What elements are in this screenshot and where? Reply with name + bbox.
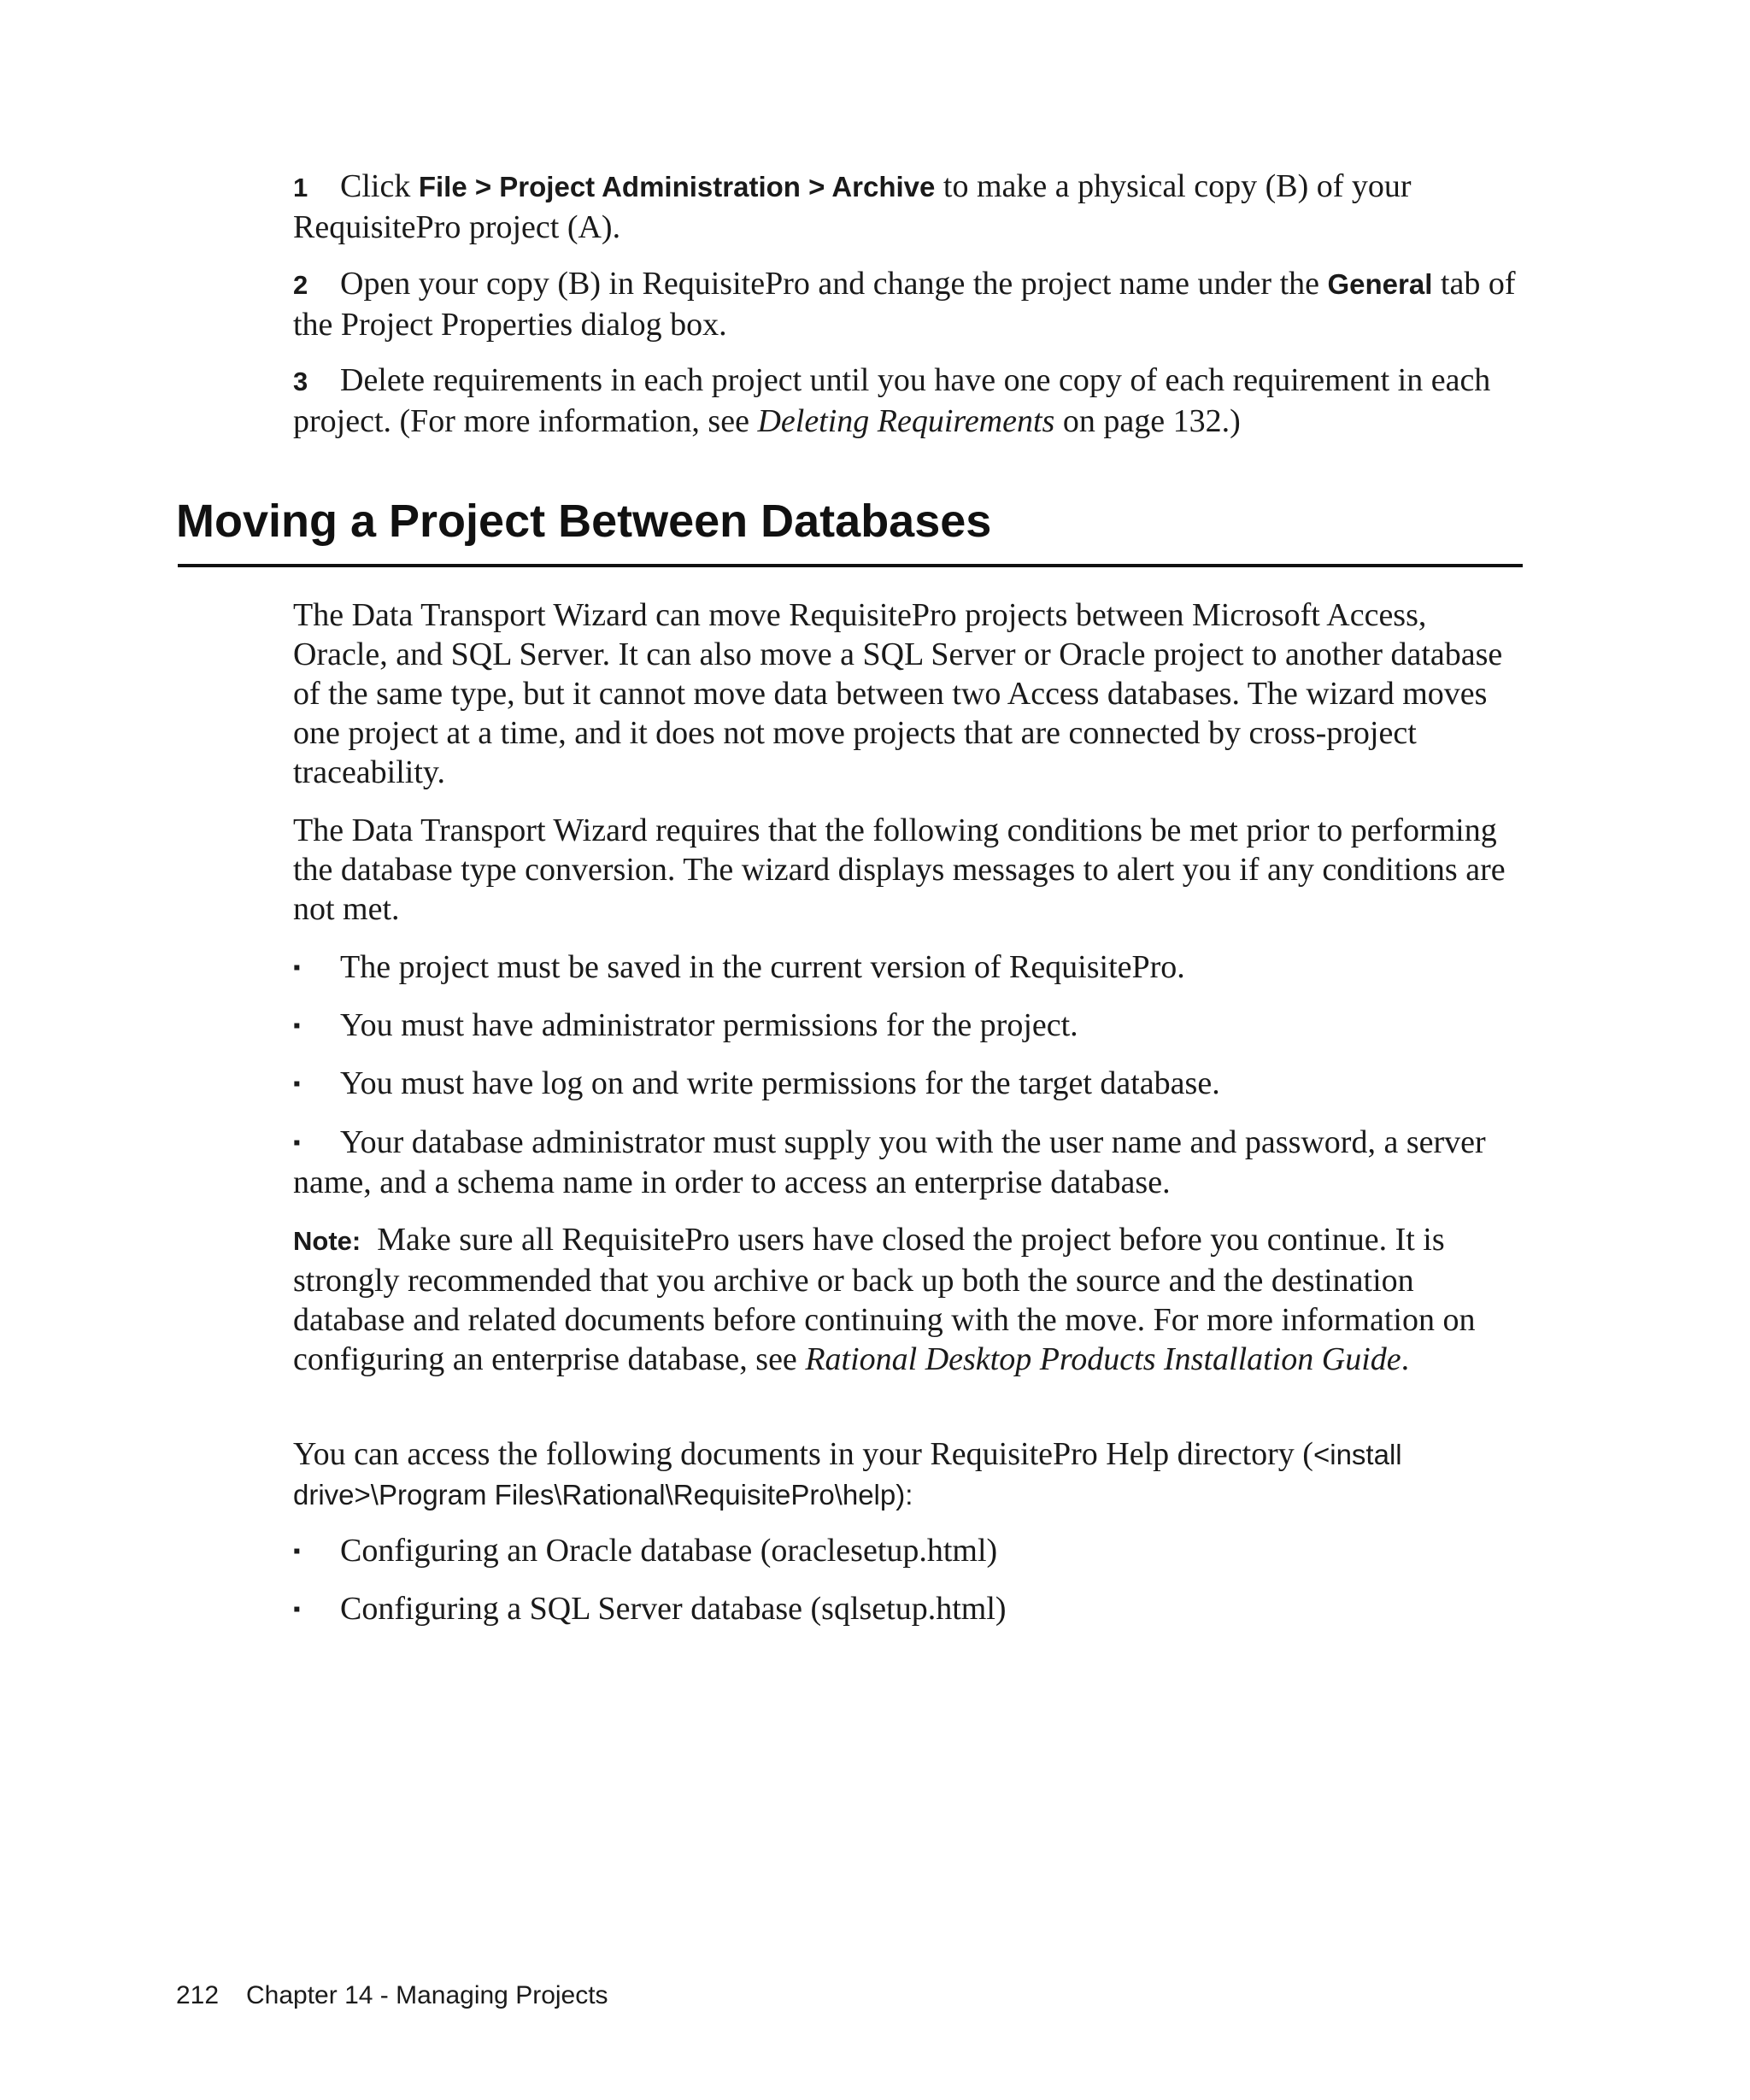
step-1 xyxy=(293,167,1524,247)
chapter-title: Chapter 14 - Managing Projects xyxy=(246,1981,608,2009)
bullet-icon: ▪ xyxy=(293,1598,301,1621)
condition-item xyxy=(293,1123,1524,1202)
documents-intro-text: You can access the following documents in your RequisitePro Help directory ( xyxy=(293,1436,1313,1472)
condition-item xyxy=(293,1006,1524,1046)
section-heading: Moving a Project Between Databases xyxy=(176,496,992,547)
note-label: Note: xyxy=(293,1226,361,1256)
intro-paragraph: The Data Transport Wizard can move RequisitePro projects between Microsoft Access, Oracle, and SQL Server. It can also move a SQL Server or Oracle project to another database of the same type, but it cannot move data between two Access databases. The wizard moves one project at a time, and it does not move projects that are connected by cross-project traceability. xyxy=(293,597,1503,790)
step-text: tab of the Project Properties dialog box. xyxy=(293,266,1516,343)
document-text: Configuring an Oracle database (oraclesetup.html) xyxy=(340,1533,998,1569)
step-number: 1 xyxy=(293,173,308,202)
note-text: Make sure all RequisitePro users have closed the project before you continue. It is strongly recommended that you archive or back up both the source and the destination database and related documents before continuing with the move. For more information on configuring an enterprise database, see xyxy=(293,1222,1476,1377)
page-number: 212 xyxy=(176,1981,220,2009)
page-footer xyxy=(176,1980,608,2011)
step-text: on page 132.) xyxy=(1054,403,1241,439)
menu-path: File > Project Administration > Archive xyxy=(418,171,936,202)
bullet-icon: ▪ xyxy=(293,1015,301,1037)
step-text: Delete requirements in each project until you have one copy of each requirement in each project. (For more information, see xyxy=(293,362,1491,439)
condition-item xyxy=(293,947,1524,988)
documents-intro xyxy=(293,1434,1524,1515)
bullet-icon: ▪ xyxy=(293,957,301,979)
step-3 xyxy=(293,361,1524,441)
bullet-icon: ▪ xyxy=(293,1132,301,1154)
bullet-icon: ▪ xyxy=(293,1073,301,1095)
step-2 xyxy=(293,264,1524,344)
step-text: to make a physical copy (B) of your RequisitePro project (A). xyxy=(293,168,1412,245)
note-end: . xyxy=(1401,1341,1410,1377)
bullet-icon: ▪ xyxy=(293,1540,301,1563)
condition-text: You must have administrator permissions for the project. xyxy=(340,1007,1078,1043)
cross-reference-link[interactable]: Deleting Requirements xyxy=(757,403,1055,439)
condition-item xyxy=(293,1064,1524,1104)
help-directory-path: <install drive>\Program Files\Rational\RequisitePro\help): xyxy=(293,1439,1402,1510)
step-text: Click xyxy=(340,168,419,204)
document-item xyxy=(293,1589,1524,1629)
requirements-paragraph: The Data Transport Wizard requires that the following conditions be met prior to performing the database type conversion. The wizard displays messages to alert you if any conditions are not met. xyxy=(293,812,1506,927)
heading-rule xyxy=(178,564,1523,567)
document-item xyxy=(293,1531,1524,1571)
note-block xyxy=(293,1220,1524,1379)
tab-name: General xyxy=(1327,268,1433,300)
condition-text: The project must be saved in the current version of RequisitePro. xyxy=(340,949,1185,985)
step-number: 2 xyxy=(293,270,308,300)
step-text: Open your copy (B) in RequisitePro and change the project name under the xyxy=(340,266,1328,302)
step-number: 3 xyxy=(293,367,308,396)
guide-title: Rational Desktop Products Installation Guide xyxy=(805,1341,1401,1377)
condition-text: Your database administrator must supply you with the user name and password, a server name, and a schema name in order to access an enterprise database. xyxy=(293,1124,1486,1200)
condition-text: You must have log on and write permissions for the target database. xyxy=(340,1065,1220,1101)
document-text: Configuring a SQL Server database (sqlsetup.html) xyxy=(340,1591,1007,1627)
